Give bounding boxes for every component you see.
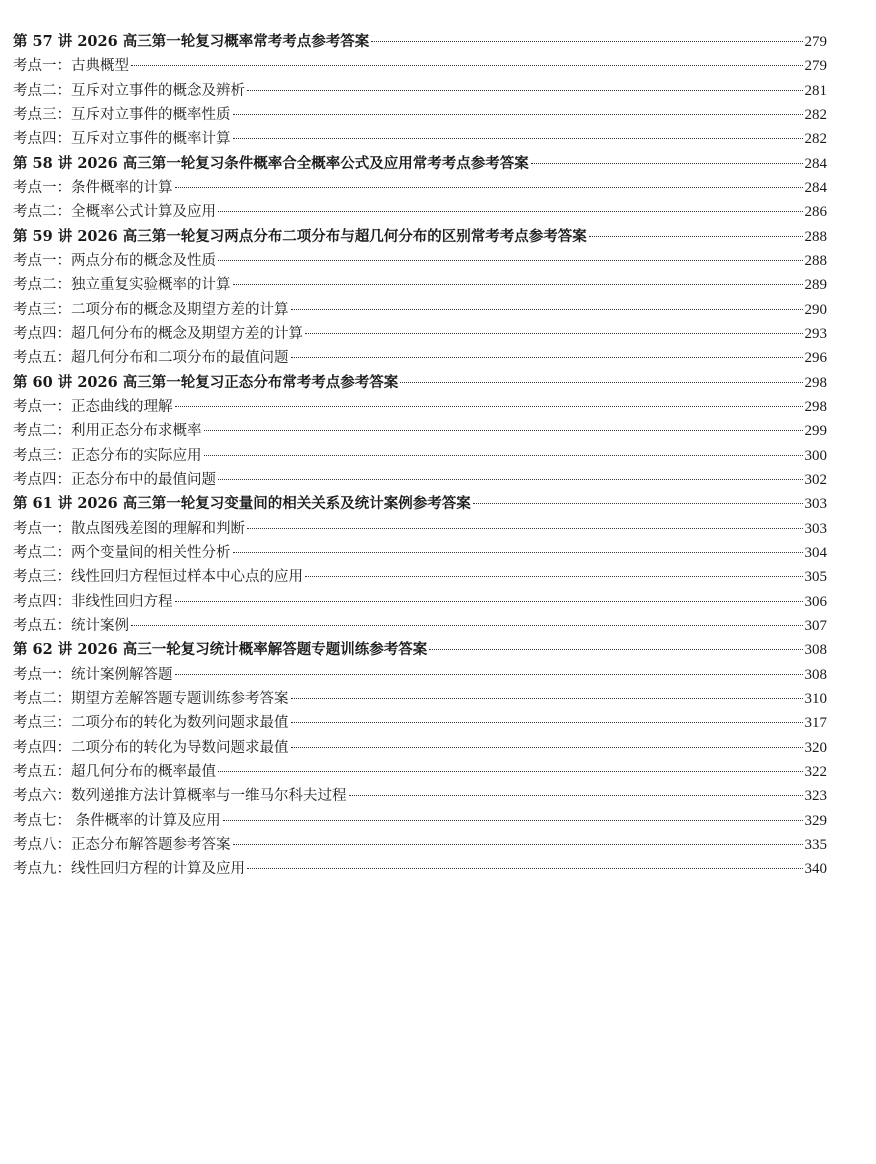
toc-page-number: 286 (804, 204, 827, 221)
toc-entry-title: 考点一：古典概型 (13, 58, 129, 75)
toc-item-entry[interactable] (13, 346, 827, 370)
toc-page-number: 329 (804, 812, 827, 829)
toc-item-entry[interactable] (13, 565, 827, 589)
toc-item-entry[interactable] (13, 395, 827, 419)
toc-entry-title: 考点一：正态曲线的理解 (13, 398, 173, 415)
toc-page-number: 281 (804, 82, 827, 99)
toc-page-number: 299 (804, 423, 827, 440)
toc-page-number: 300 (804, 447, 827, 464)
toc-entry-title: 考点一：两点分布的概念及性质 (13, 252, 216, 269)
dot-leader (589, 236, 803, 237)
toc-page-number: 296 (804, 350, 827, 367)
toc-entry-title: 考点四：超几何分布的概念及期望方差的计算 (13, 325, 303, 342)
toc-item-entry[interactable] (13, 200, 827, 224)
toc-page-number: 306 (804, 593, 827, 610)
toc-chapter-entry[interactable] (13, 638, 827, 662)
toc-entry-title: 考点九：线性回归方程的计算及应用 (13, 861, 245, 878)
dot-leader (291, 722, 803, 723)
dot-leader (223, 820, 803, 821)
toc-page-number: 302 (804, 471, 827, 488)
toc-page-number: 335 (804, 836, 827, 853)
toc-item-entry[interactable] (13, 663, 827, 687)
toc-page-number: 298 (804, 374, 827, 391)
dot-leader (400, 382, 802, 383)
dot-leader (233, 114, 803, 115)
toc-chapter-entry[interactable] (13, 371, 827, 395)
toc-item-entry[interactable] (13, 176, 827, 200)
toc-entry-title: 第 58 讲 2026 高三第一轮复习条件概率合全概率公式及应用常考考点参考答案 (13, 154, 529, 172)
toc-page-number: 340 (804, 861, 827, 878)
dot-leader (175, 601, 803, 602)
toc-page-number: 298 (804, 398, 827, 415)
toc-page-number: 322 (804, 763, 827, 780)
toc-item-entry[interactable] (13, 103, 827, 127)
toc-item-entry[interactable] (13, 444, 827, 468)
toc-page-number: 304 (804, 544, 827, 561)
toc-entry-title: 考点四：非线性回归方程 (13, 593, 173, 610)
toc-item-entry[interactable] (13, 127, 827, 151)
toc-page-number: 282 (804, 131, 827, 148)
toc-page-number: 308 (804, 642, 827, 659)
toc-page-number: 323 (804, 788, 827, 805)
toc-entry-title: 考点三：二项分布的概念及期望方差的计算 (13, 301, 289, 318)
toc-entry-title: 考点三：互斥对立事件的概率性质 (13, 106, 231, 123)
dot-leader (247, 90, 803, 91)
toc-entry-title: 考点五：超几何分布的概率最值 (13, 763, 216, 780)
toc-item-entry[interactable] (13, 614, 827, 638)
toc-entry-title: 第 57 讲 2026 高三第一轮复习概率常考考点参考答案 (13, 33, 370, 50)
toc-page-number: 308 (804, 666, 827, 683)
toc-page-number: 317 (804, 715, 827, 732)
toc-item-entry[interactable] (13, 79, 827, 103)
dot-leader (233, 552, 803, 553)
toc-item-entry[interactable] (13, 54, 827, 78)
toc-item-entry[interactable] (13, 760, 827, 784)
toc-page-number: 279 (804, 34, 827, 50)
dot-leader (531, 163, 803, 164)
dot-leader (247, 528, 803, 529)
dot-leader (233, 844, 803, 845)
toc-entry-title: 考点二：互斥对立事件的概念及辨析 (13, 82, 245, 99)
dot-leader (131, 65, 803, 66)
toc-entry-title: 考点五：超几何分布和二项分布的最值问题 (13, 350, 289, 367)
dot-leader (349, 795, 803, 796)
dot-leader (204, 430, 803, 431)
toc-page-number: 303 (804, 520, 827, 537)
toc-page-number: 290 (804, 301, 827, 318)
toc-entry-title: 考点二：两个变量间的相关性分析 (13, 544, 231, 561)
toc-item-entry[interactable] (13, 857, 827, 881)
toc-chapter-entry[interactable] (13, 152, 827, 176)
toc-entry-title: 考点二：全概率公式计算及应用 (13, 204, 216, 221)
dot-leader (291, 357, 803, 358)
toc-entry-title: 考点三：二项分布的转化为数列问题求最值 (13, 715, 289, 732)
toc-chapter-entry[interactable] (13, 30, 827, 54)
toc-item-entry[interactable] (13, 687, 827, 711)
toc-item-entry[interactable] (13, 517, 827, 541)
toc-entry-title: 考点四：二项分布的转化为导数问题求最值 (13, 739, 289, 756)
toc-entry-title: 考点二：利用正态分布求概率 (13, 423, 202, 440)
dot-leader (233, 138, 803, 139)
dot-leader (473, 503, 803, 504)
dot-leader (305, 333, 803, 334)
toc-item-entry[interactable] (13, 541, 827, 565)
toc-page-number: 293 (804, 325, 827, 342)
dot-leader (233, 284, 803, 285)
dot-leader (175, 187, 803, 188)
toc-page-number: 289 (804, 277, 827, 294)
toc-item-entry[interactable] (13, 736, 827, 760)
toc-item-entry[interactable] (13, 322, 827, 346)
toc-page-number: 303 (804, 496, 827, 513)
dot-leader (247, 868, 803, 869)
toc-entry-title: 考点四：互斥对立事件的概率计算 (13, 131, 231, 148)
toc-page-number: 282 (804, 106, 827, 123)
toc-entry-title: 考点三：线性回归方程恒过样本中心点的应用 (13, 569, 303, 586)
toc-entry-title: 考点三：正态分布的实际应用 (13, 447, 202, 464)
toc-item-entry[interactable] (13, 784, 827, 808)
toc-chapter-entry[interactable] (13, 492, 827, 516)
toc-entry-title: 考点一：统计案例解答题 (13, 666, 173, 683)
dot-leader (429, 649, 802, 650)
toc-item-entry[interactable] (13, 273, 827, 297)
dot-leader (204, 455, 803, 456)
toc-page-number: 320 (804, 739, 827, 756)
toc-page-number: 310 (804, 690, 827, 707)
toc-page-number: 307 (804, 617, 827, 634)
toc-entry-title: 第 59 讲 2026 高三第一轮复习两点分布二项分布与超几何分布的区别常考考点参考答案 (13, 227, 587, 245)
toc-page-number: 288 (804, 228, 827, 245)
toc-page-number: 305 (804, 569, 827, 586)
dot-leader (291, 309, 803, 310)
toc-item-entry[interactable] (13, 419, 827, 443)
toc-entry-title: 考点二：独立重复实验概率的计算 (13, 277, 231, 294)
dot-leader (371, 41, 802, 42)
toc-entry-title: 考点一：散点图残差图的理解和判断 (13, 520, 245, 537)
toc-entry-title: 考点四：正态分布中的最值问题 (13, 471, 216, 488)
toc-entry-title: 考点一：条件概率的计算 (13, 179, 173, 196)
dot-leader (291, 747, 803, 748)
toc-item-entry[interactable] (13, 590, 827, 614)
toc-item-entry[interactable] (13, 249, 827, 273)
toc-entry-title: 第 60 讲 2026 高三第一轮复习正态分布常考考点参考答案 (13, 373, 399, 391)
dot-leader (175, 406, 803, 407)
dot-leader (131, 625, 803, 626)
toc-entry-title: 考点二：期望方差解答题专题训练参考答案 (13, 690, 289, 707)
dot-leader (218, 211, 803, 212)
toc-page-number: 288 (804, 252, 827, 269)
dot-leader (218, 771, 803, 772)
toc-page-number: 284 (804, 179, 827, 196)
toc-chapter-entry[interactable] (13, 225, 827, 249)
toc-page-number: 284 (804, 155, 827, 172)
toc-entry-title: 考点六：数列递推方法计算概率与一维马尔科夫过程 (13, 788, 347, 805)
dot-leader (218, 479, 803, 480)
toc-entry-title: 考点五：统计案例 (13, 617, 129, 634)
toc-item-entry[interactable] (13, 711, 827, 735)
toc-entry-title: 考点七： 条件概率的计算及应用 (13, 812, 221, 829)
toc-item-entry[interactable] (13, 468, 827, 492)
dot-leader (218, 260, 803, 261)
dot-leader (291, 698, 803, 699)
table-of-contents (13, 30, 827, 881)
toc-item-entry[interactable] (13, 833, 827, 857)
toc-page-number: 279 (804, 58, 827, 75)
dot-leader (305, 576, 803, 577)
toc-entry-title: 第 62 讲 2026 高三一轮复习统计概率解答题专题训练参考答案 (13, 641, 428, 659)
toc-entry-title: 考点八：正态分布解答题参考答案 (13, 836, 231, 853)
toc-item-entry[interactable] (13, 809, 827, 833)
toc-entry-title: 第 61 讲 2026 高三第一轮复习变量间的相关关系及统计案例参考答案 (13, 495, 471, 513)
dot-leader (175, 674, 803, 675)
toc-item-entry[interactable] (13, 298, 827, 322)
